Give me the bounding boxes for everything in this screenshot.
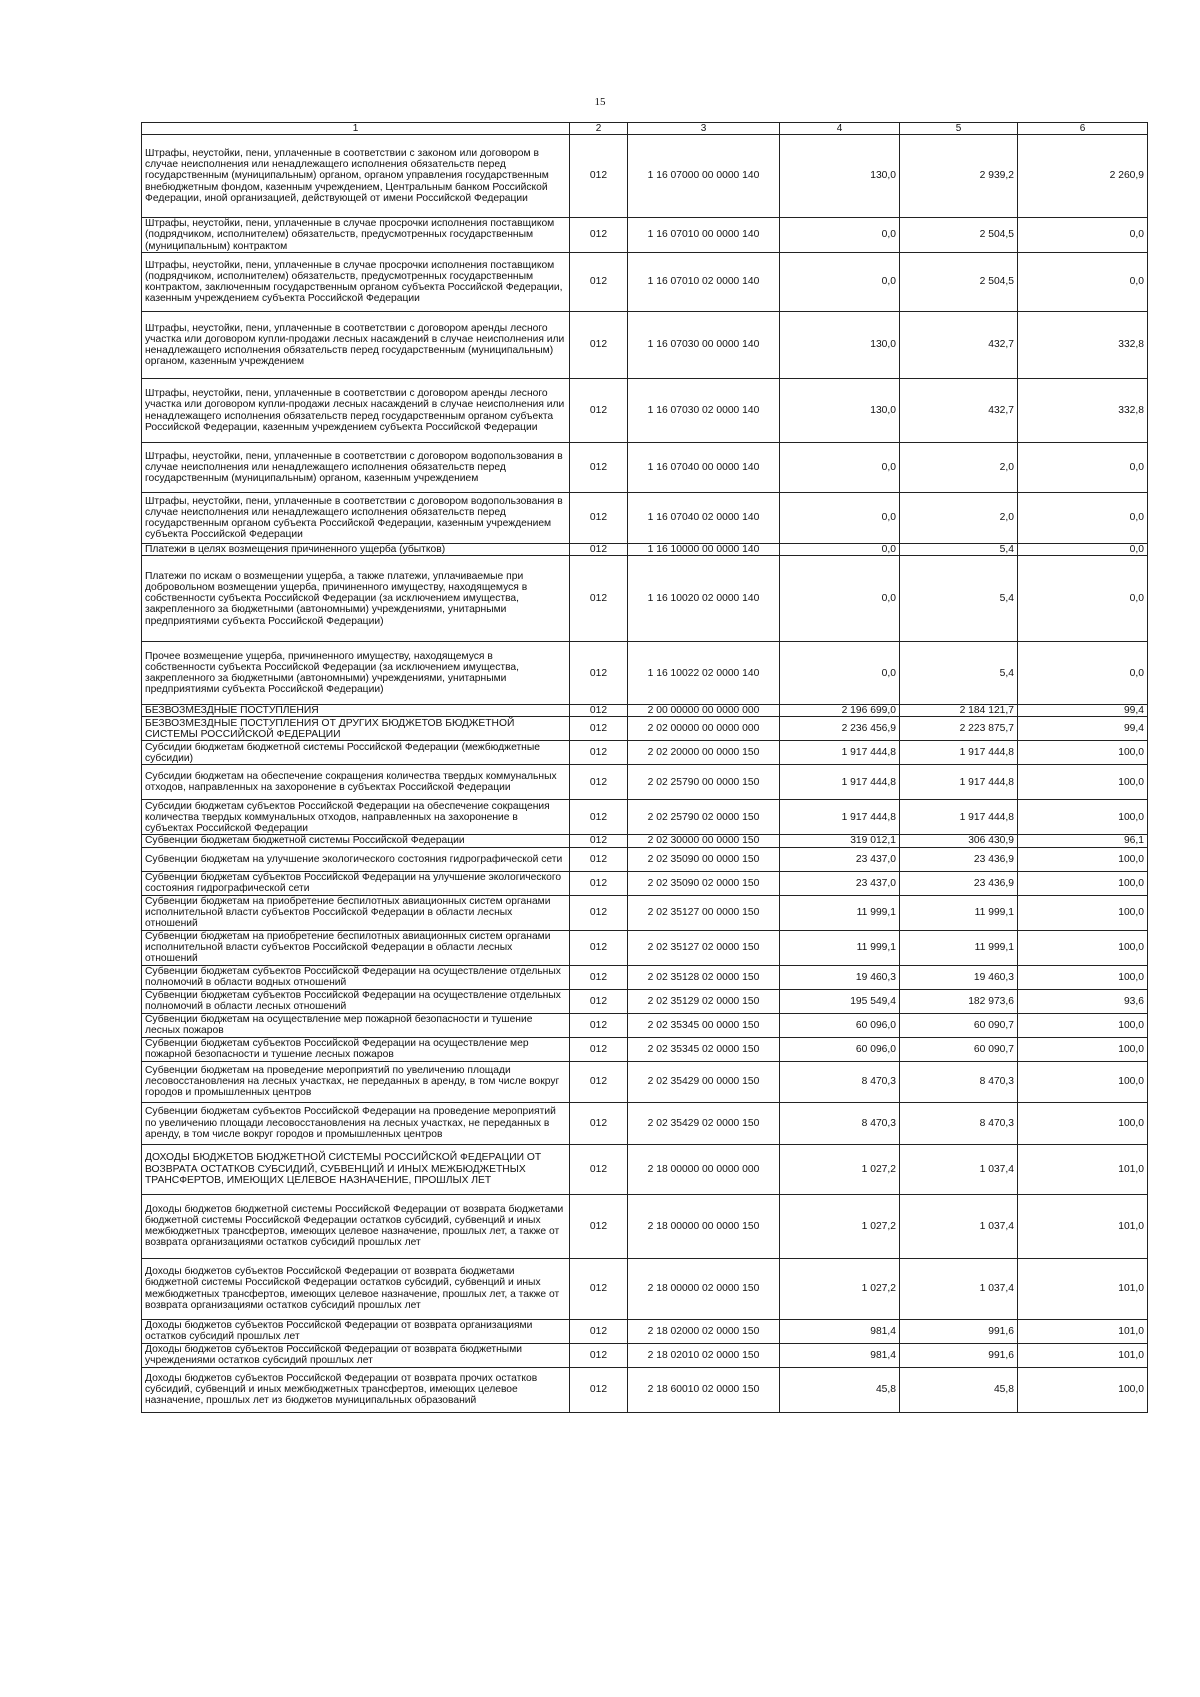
row-value-5: 1 917 444,8: [900, 765, 1018, 800]
column-header: 2: [570, 123, 628, 135]
row-name: Субвенции бюджетам на улучшение экологического состояния гидрографической сети: [142, 847, 570, 871]
column-header: 1: [142, 123, 570, 135]
table-row: [142, 930, 1148, 965]
row-value-4: 1 027,2: [780, 1144, 900, 1194]
row-admin-code: 012: [570, 1258, 628, 1319]
row-value-6: 99,4: [1018, 705, 1148, 717]
row-value-4: 2 196 699,0: [780, 705, 900, 717]
row-value-4: 23 437,0: [780, 847, 900, 871]
row-value-5: 45,8: [900, 1367, 1018, 1412]
row-value-6: 0,0: [1018, 556, 1148, 642]
row-admin-code: 012: [570, 1367, 628, 1412]
row-value-4: 45,8: [780, 1367, 900, 1412]
row-value-5: 991,6: [900, 1319, 1018, 1343]
row-admin-code: 012: [570, 871, 628, 895]
row-value-5: 2 184 121,7: [900, 705, 1018, 717]
row-value-4: 60 096,0: [780, 1013, 900, 1037]
row-budget-code: 2 02 35429 00 0000 150: [628, 1061, 780, 1102]
row-value-4: 1 027,2: [780, 1194, 900, 1258]
table-row: [142, 1258, 1148, 1319]
row-budget-code: 2 18 00000 00 0000 150: [628, 1194, 780, 1258]
row-value-4: 0,0: [780, 642, 900, 705]
row-name: БЕЗВОЗМЕЗДНЫЕ ПОСТУПЛЕНИЯ: [142, 705, 570, 717]
row-value-4: 1 917 444,8: [780, 765, 900, 800]
table-row: [142, 312, 1148, 379]
row-value-6: 100,0: [1018, 1102, 1148, 1144]
row-value-6: 0,0: [1018, 642, 1148, 705]
row-name: Субвенции бюджетам бюджетной системы Российской Федерации: [142, 835, 570, 847]
row-value-4: 319 012,1: [780, 835, 900, 847]
row-budget-code: 1 16 07000 00 0000 140: [628, 135, 780, 218]
row-budget-code: 2 02 35345 00 0000 150: [628, 1013, 780, 1037]
column-header: 5: [900, 123, 1018, 135]
row-value-4: 11 999,1: [780, 930, 900, 965]
row-budget-code: 2 02 35090 00 0000 150: [628, 847, 780, 871]
row-value-6: 100,0: [1018, 871, 1148, 895]
table-row: [142, 871, 1148, 895]
row-admin-code: 012: [570, 443, 628, 493]
row-value-5: 1 917 444,8: [900, 741, 1018, 765]
row-value-6: 100,0: [1018, 1037, 1148, 1061]
row-name: Субвенции бюджетам субъектов Российской Федерации на осуществление мер пожарной безопасности и тушение лесных пожаров: [142, 1037, 570, 1061]
row-name: Субвенции бюджетам субъектов Российской Федерации на осуществление отдельных полномочий в области лесных отношений: [142, 989, 570, 1013]
table-row: [142, 965, 1148, 989]
table-row: [142, 717, 1148, 741]
row-name: Субвенции бюджетам субъектов Российской Федерации на проведение мероприятий по увеличению площади лесовосстановления на лесных участках, не переданных в аренду, в том числе вокруг городов и промышленных центров: [142, 1102, 570, 1144]
table-row: [142, 1013, 1148, 1037]
row-budget-code: 2 02 25790 00 0000 150: [628, 765, 780, 800]
row-budget-code: 2 02 35127 02 0000 150: [628, 930, 780, 965]
row-budget-code: 1 16 10022 02 0000 140: [628, 642, 780, 705]
table-row: [142, 135, 1148, 218]
row-value-4: 1 027,2: [780, 1258, 900, 1319]
table-row: [142, 835, 1148, 847]
row-value-4: 195 549,4: [780, 989, 900, 1013]
row-value-5: 2,0: [900, 443, 1018, 493]
row-budget-code: 2 02 25790 02 0000 150: [628, 800, 780, 835]
row-name: Субвенции бюджетам субъектов Российской Федерации на улучшение экологического состояния гидрографической сети: [142, 871, 570, 895]
row-name: Субсидии бюджетам бюджетной системы Российской Федерации (межбюджетные субсидии): [142, 741, 570, 765]
row-budget-code: 1 16 07040 00 0000 140: [628, 443, 780, 493]
row-value-5: 991,6: [900, 1343, 1018, 1367]
row-name: Доходы бюджетов субъектов Российской Федерации от возврата организациями остатков субсидий прошлых лет: [142, 1319, 570, 1343]
row-value-4: 19 460,3: [780, 965, 900, 989]
page-number: 15: [594, 96, 606, 108]
row-budget-code: 1 16 10000 00 0000 140: [628, 544, 780, 556]
row-value-4: 11 999,1: [780, 895, 900, 930]
row-admin-code: 012: [570, 835, 628, 847]
row-value-5: 1 037,4: [900, 1258, 1018, 1319]
row-name: Субвенции бюджетам на приобретение беспилотных авиационных систем органами исполнительной власти субъектов Российской Федерации в области лесных отношений: [142, 930, 570, 965]
row-value-6: 0,0: [1018, 218, 1148, 253]
row-admin-code: 012: [570, 1194, 628, 1258]
row-value-4: 2 236 456,9: [780, 717, 900, 741]
row-name: Штрафы, неустойки, пени, уплаченные в случае просрочки исполнения поставщиком (подрядчиком, исполнителем) обязательств, предусмотренных государственным (муниципальным) контрактом: [142, 218, 570, 253]
row-budget-code: 1 16 07010 00 0000 140: [628, 218, 780, 253]
row-value-5: 182 973,6: [900, 989, 1018, 1013]
table-row: [142, 556, 1148, 642]
row-admin-code: 012: [570, 544, 628, 556]
row-value-6: 100,0: [1018, 800, 1148, 835]
row-name: Прочее возмещение ущерба, причиненного имуществу, находящемуся в собственности субъекта Российской Федерации (за исключением имущества, закрепленного за бюджетными (автономными) учреждениями, унитарными предприятиями субъекта Российской Федерации): [142, 642, 570, 705]
row-value-5: 2 939,2: [900, 135, 1018, 218]
row-value-5: 60 090,7: [900, 1013, 1018, 1037]
row-admin-code: 012: [570, 1061, 628, 1102]
row-value-5: 1 037,4: [900, 1194, 1018, 1258]
row-name: Доходы бюджетов субъектов Российской Федерации от возврата бюджетными учреждениями остатков субсидий прошлых лет: [142, 1343, 570, 1367]
row-value-6: 332,8: [1018, 312, 1148, 379]
table-row: [142, 895, 1148, 930]
row-budget-code: 2 18 02010 02 0000 150: [628, 1343, 780, 1367]
revenue-table: [141, 122, 1148, 1413]
row-admin-code: 012: [570, 379, 628, 443]
row-value-5: 23 436,9: [900, 871, 1018, 895]
row-admin-code: 012: [570, 930, 628, 965]
row-value-6: 101,0: [1018, 1258, 1148, 1319]
row-value-4: 60 096,0: [780, 1037, 900, 1061]
table-row: [142, 741, 1148, 765]
row-value-6: 100,0: [1018, 1061, 1148, 1102]
row-value-4: 130,0: [780, 379, 900, 443]
row-admin-code: 012: [570, 218, 628, 253]
row-value-5: 60 090,7: [900, 1037, 1018, 1061]
row-value-6: 99,4: [1018, 717, 1148, 741]
row-value-5: 306 430,9: [900, 835, 1018, 847]
row-value-4: 981,4: [780, 1343, 900, 1367]
table-row: [142, 1194, 1148, 1258]
row-value-4: 8 470,3: [780, 1061, 900, 1102]
table-row: [142, 1319, 1148, 1343]
row-admin-code: 012: [570, 717, 628, 741]
table-row: [142, 705, 1148, 717]
table-row: [142, 800, 1148, 835]
row-admin-code: 012: [570, 493, 628, 544]
row-admin-code: 012: [570, 556, 628, 642]
row-value-5: 11 999,1: [900, 930, 1018, 965]
row-value-5: 1 917 444,8: [900, 800, 1018, 835]
row-budget-code: 2 18 00000 02 0000 150: [628, 1258, 780, 1319]
row-value-4: 0,0: [780, 443, 900, 493]
row-value-6: 96,1: [1018, 835, 1148, 847]
row-budget-code: 2 02 30000 00 0000 150: [628, 835, 780, 847]
row-value-5: 23 436,9: [900, 847, 1018, 871]
row-name: Субвенции бюджетам на приобретение беспилотных авиационных систем органами исполнительной власти субъектов Российской Федерации в области лесных отношений: [142, 895, 570, 930]
row-budget-code: 2 02 35129 02 0000 150: [628, 989, 780, 1013]
row-value-4: 23 437,0: [780, 871, 900, 895]
row-value-6: 101,0: [1018, 1144, 1148, 1194]
row-budget-code: 1 16 10020 02 0000 140: [628, 556, 780, 642]
row-name: Субвенции бюджетам субъектов Российской Федерации на осуществление отдельных полномочий в области водных отношений: [142, 965, 570, 989]
row-admin-code: 012: [570, 1037, 628, 1061]
row-value-5: 5,4: [900, 642, 1018, 705]
table-row: [142, 847, 1148, 871]
table-row: [142, 1144, 1148, 1194]
row-value-4: 130,0: [780, 312, 900, 379]
row-admin-code: 012: [570, 765, 628, 800]
row-value-5: 2 504,5: [900, 218, 1018, 253]
row-budget-code: 2 02 35090 02 0000 150: [628, 871, 780, 895]
column-number-row: [142, 123, 1148, 135]
row-value-4: 8 470,3: [780, 1102, 900, 1144]
row-budget-code: 2 02 20000 00 0000 150: [628, 741, 780, 765]
row-value-4: 0,0: [780, 544, 900, 556]
row-value-6: 100,0: [1018, 930, 1148, 965]
row-name: ДОХОДЫ БЮДЖЕТОВ БЮДЖЕТНОЙ СИСТЕМЫ РОССИЙСКОЙ ФЕДЕРАЦИИ ОТ ВОЗВРАТА ОСТАТКОВ СУБСИДИЙ, СУБВЕНЦИЙ И ИНЫХ МЕЖБЮДЖЕТНЫХ ТРАНСФЕРТОВ, ИМЕЮЩИХ ЦЕЛЕВОЕ НАЗНАЧЕНИЕ, ПРОШЛЫХ ЛЕТ: [142, 1144, 570, 1194]
row-admin-code: 012: [570, 1144, 628, 1194]
table-row: [142, 1367, 1148, 1412]
row-value-5: 432,7: [900, 312, 1018, 379]
row-budget-code: 2 02 35429 02 0000 150: [628, 1102, 780, 1144]
table-row: [142, 1061, 1148, 1102]
row-value-6: 100,0: [1018, 895, 1148, 930]
row-value-5: 1 037,4: [900, 1144, 1018, 1194]
row-budget-code: 1 16 07030 00 0000 140: [628, 312, 780, 379]
row-admin-code: 012: [570, 135, 628, 218]
row-admin-code: 012: [570, 1013, 628, 1037]
table-row: [142, 1102, 1148, 1144]
row-value-6: 100,0: [1018, 741, 1148, 765]
row-value-6: 2 260,9: [1018, 135, 1148, 218]
row-value-5: 8 470,3: [900, 1102, 1018, 1144]
row-value-6: 93,6: [1018, 989, 1148, 1013]
table-row: [142, 642, 1148, 705]
row-name: Субвенции бюджетам на осуществление мер пожарной безопасности и тушение лесных пожаров: [142, 1013, 570, 1037]
table-row: [142, 989, 1148, 1013]
row-value-5: 2 504,5: [900, 253, 1018, 312]
row-admin-code: 012: [570, 1343, 628, 1367]
row-admin-code: 012: [570, 965, 628, 989]
row-budget-code: 2 00 00000 00 0000 000: [628, 705, 780, 717]
row-value-6: 0,0: [1018, 493, 1148, 544]
row-admin-code: 012: [570, 741, 628, 765]
row-name: Штрафы, неустойки, пени, уплаченные в соответствии с законом или договором в случае неисполнения или ненадлежащего исполнения обязательств перед государственным (муниципальным) органом, органом управления государственным внебюджетным фондом, казенным учреждением, Центральным банком Российской Федерации, иной организацией, действующей от имени Российской Федерации: [142, 135, 570, 218]
row-value-6: 0,0: [1018, 544, 1148, 556]
row-budget-code: 1 16 07030 02 0000 140: [628, 379, 780, 443]
table-row: [142, 1343, 1148, 1367]
row-name: Доходы бюджетов субъектов Российской Федерации от возврата бюджетами бюджетной системы Российской Федерации остатков субсидий, субвенций и иных межбюджетных трансфертов, имеющих целевое назначение, прошлых лет, а также от возврата организациями остатков субсидий прошлых лет: [142, 1258, 570, 1319]
row-admin-code: 012: [570, 253, 628, 312]
row-value-4: 0,0: [780, 556, 900, 642]
table-row: [142, 443, 1148, 493]
row-value-6: 100,0: [1018, 1367, 1148, 1412]
row-admin-code: 012: [570, 312, 628, 379]
row-value-4: 0,0: [780, 218, 900, 253]
row-name: Доходы бюджетов бюджетной системы Российской Федерации от возврата бюджетами бюджетной системы Российской Федерации остатков субсидий, субвенций и иных межбюджетных трансфертов, имеющих целевое назначение, прошлых лет, а также от возврата организациями остатков субсидий прошлых лет: [142, 1194, 570, 1258]
row-admin-code: 012: [570, 895, 628, 930]
row-value-5: 2 223 875,7: [900, 717, 1018, 741]
row-value-4: 130,0: [780, 135, 900, 218]
row-name: Доходы бюджетов субъектов Российской Федерации от возврата прочих остатков субсидий, субвенций и иных межбюджетных трансфертов, имеющих целевое назначение, прошлых лет из бюджетов муниципальных образований: [142, 1367, 570, 1412]
row-value-4: 1 917 444,8: [780, 741, 900, 765]
row-admin-code: 012: [570, 847, 628, 871]
row-value-5: 5,4: [900, 544, 1018, 556]
row-budget-code: 2 18 00000 00 0000 000: [628, 1144, 780, 1194]
row-name: Субвенции бюджетам на проведение мероприятий по увеличению площади лесовосстановления на лесных участках, не переданных в аренду, в том числе вокруг городов и промышленных центров: [142, 1061, 570, 1102]
row-name: Штрафы, неустойки, пени, уплаченные в соответствии с договором аренды лесного участка или договором купли-продажи лесных насаждений в случае неисполнения или ненадлежащего исполнения обязательств перед государственным (муниципальным) органом, казенным учреждением: [142, 312, 570, 379]
column-header: 3: [628, 123, 780, 135]
row-budget-code: 2 02 35128 02 0000 150: [628, 965, 780, 989]
row-value-5: 432,7: [900, 379, 1018, 443]
row-budget-code: 2 02 35127 00 0000 150: [628, 895, 780, 930]
row-budget-code: 2 18 60010 02 0000 150: [628, 1367, 780, 1412]
row-admin-code: 012: [570, 800, 628, 835]
row-name: БЕЗВОЗМЕЗДНЫЕ ПОСТУПЛЕНИЯ ОТ ДРУГИХ БЮДЖЕТОВ БЮДЖЕТНОЙ СИСТЕМЫ РОССИЙСКОЙ ФЕДЕРАЦИИ: [142, 717, 570, 741]
row-value-6: 101,0: [1018, 1319, 1148, 1343]
row-value-6: 100,0: [1018, 847, 1148, 871]
row-name: Субсидии бюджетам субъектов Российской Федерации на обеспечение сокращения количества твердых коммунальных отходов, направленных на захоронение в субъектах Российской Федерации: [142, 800, 570, 835]
row-value-4: 0,0: [780, 253, 900, 312]
row-budget-code: 2 02 00000 00 0000 000: [628, 717, 780, 741]
row-value-4: 1 917 444,8: [780, 800, 900, 835]
row-value-6: 101,0: [1018, 1194, 1148, 1258]
row-value-6: 0,0: [1018, 443, 1148, 493]
row-value-5: 2,0: [900, 493, 1018, 544]
row-value-5: 19 460,3: [900, 965, 1018, 989]
row-admin-code: 012: [570, 1319, 628, 1343]
row-value-6: 100,0: [1018, 1013, 1148, 1037]
row-budget-code: 2 18 02000 02 0000 150: [628, 1319, 780, 1343]
row-value-6: 0,0: [1018, 253, 1148, 312]
row-value-6: 332,8: [1018, 379, 1148, 443]
row-name: Штрафы, неустойки, пени, уплаченные в соответствии с договором аренды лесного участка или договором купли-продажи лесных насаждений в случае неисполнения или ненадлежащего исполнения обязательств перед государственным органом субъекта Российской Федерации, казенным учреждением субъекта Российской Федерации: [142, 379, 570, 443]
row-name: Штрафы, неустойки, пени, уплаченные в соответствии с договором водопользования в случае неисполнения или ненадлежащего исполнения обязательств перед государственным органом субъекта Российской Федерации, казенным учреждением субъекта Российской Федерации: [142, 493, 570, 544]
table-row: [142, 218, 1148, 253]
row-budget-code: 1 16 07010 02 0000 140: [628, 253, 780, 312]
row-name: Платежи в целях возмещения причиненного ущерба (убытков): [142, 544, 570, 556]
row-name: Субсидии бюджетам на обеспечение сокращения количества твердых коммунальных отходов, направленных на захоронение в субъектах Российской Федерации: [142, 765, 570, 800]
row-value-6: 100,0: [1018, 965, 1148, 989]
row-admin-code: 012: [570, 1102, 628, 1144]
row-name: Штрафы, неустойки, пени, уплаченные в соответствии с договором водопользования в случае неисполнения или ненадлежащего исполнения обязательств перед государственным (муниципальным) органом, казенным учреждением: [142, 443, 570, 493]
table-row: [142, 379, 1148, 443]
row-value-4: 981,4: [780, 1319, 900, 1343]
row-value-6: 100,0: [1018, 765, 1148, 800]
row-value-4: 0,0: [780, 493, 900, 544]
row-admin-code: 012: [570, 642, 628, 705]
row-value-6: 101,0: [1018, 1343, 1148, 1367]
column-header: 4: [780, 123, 900, 135]
table-row: [142, 1037, 1148, 1061]
row-value-5: 5,4: [900, 556, 1018, 642]
row-value-5: 8 470,3: [900, 1061, 1018, 1102]
row-budget-code: 2 02 35345 02 0000 150: [628, 1037, 780, 1061]
row-budget-code: 1 16 07040 02 0000 140: [628, 493, 780, 544]
row-value-5: 11 999,1: [900, 895, 1018, 930]
table-row: [142, 544, 1148, 556]
row-name: Штрафы, неустойки, пени, уплаченные в случае просрочки исполнения поставщиком (подрядчиком, исполнителем) обязательств, предусмотренных государственным контрактом, заключенным государственным органом субъекта Российской Федерации, казенным учреждением субъекта Российской Федерации: [142, 253, 570, 312]
table-row: [142, 765, 1148, 800]
row-name: Платежи по искам о возмещении ущерба, а также платежи, уплачиваемые при добровольном возмещении ущерба, причиненного имуществу, находящемуся в собственности субъекта Российской Федерации (за исключением имущества, закрепленного за бюджетными (автономными) учреждениями, унитарными предприятиями субъекта Российской Федерации): [142, 556, 570, 642]
table-row: [142, 493, 1148, 544]
column-header: 6: [1018, 123, 1148, 135]
table-row: [142, 253, 1148, 312]
row-admin-code: 012: [570, 989, 628, 1013]
row-admin-code: 012: [570, 705, 628, 717]
